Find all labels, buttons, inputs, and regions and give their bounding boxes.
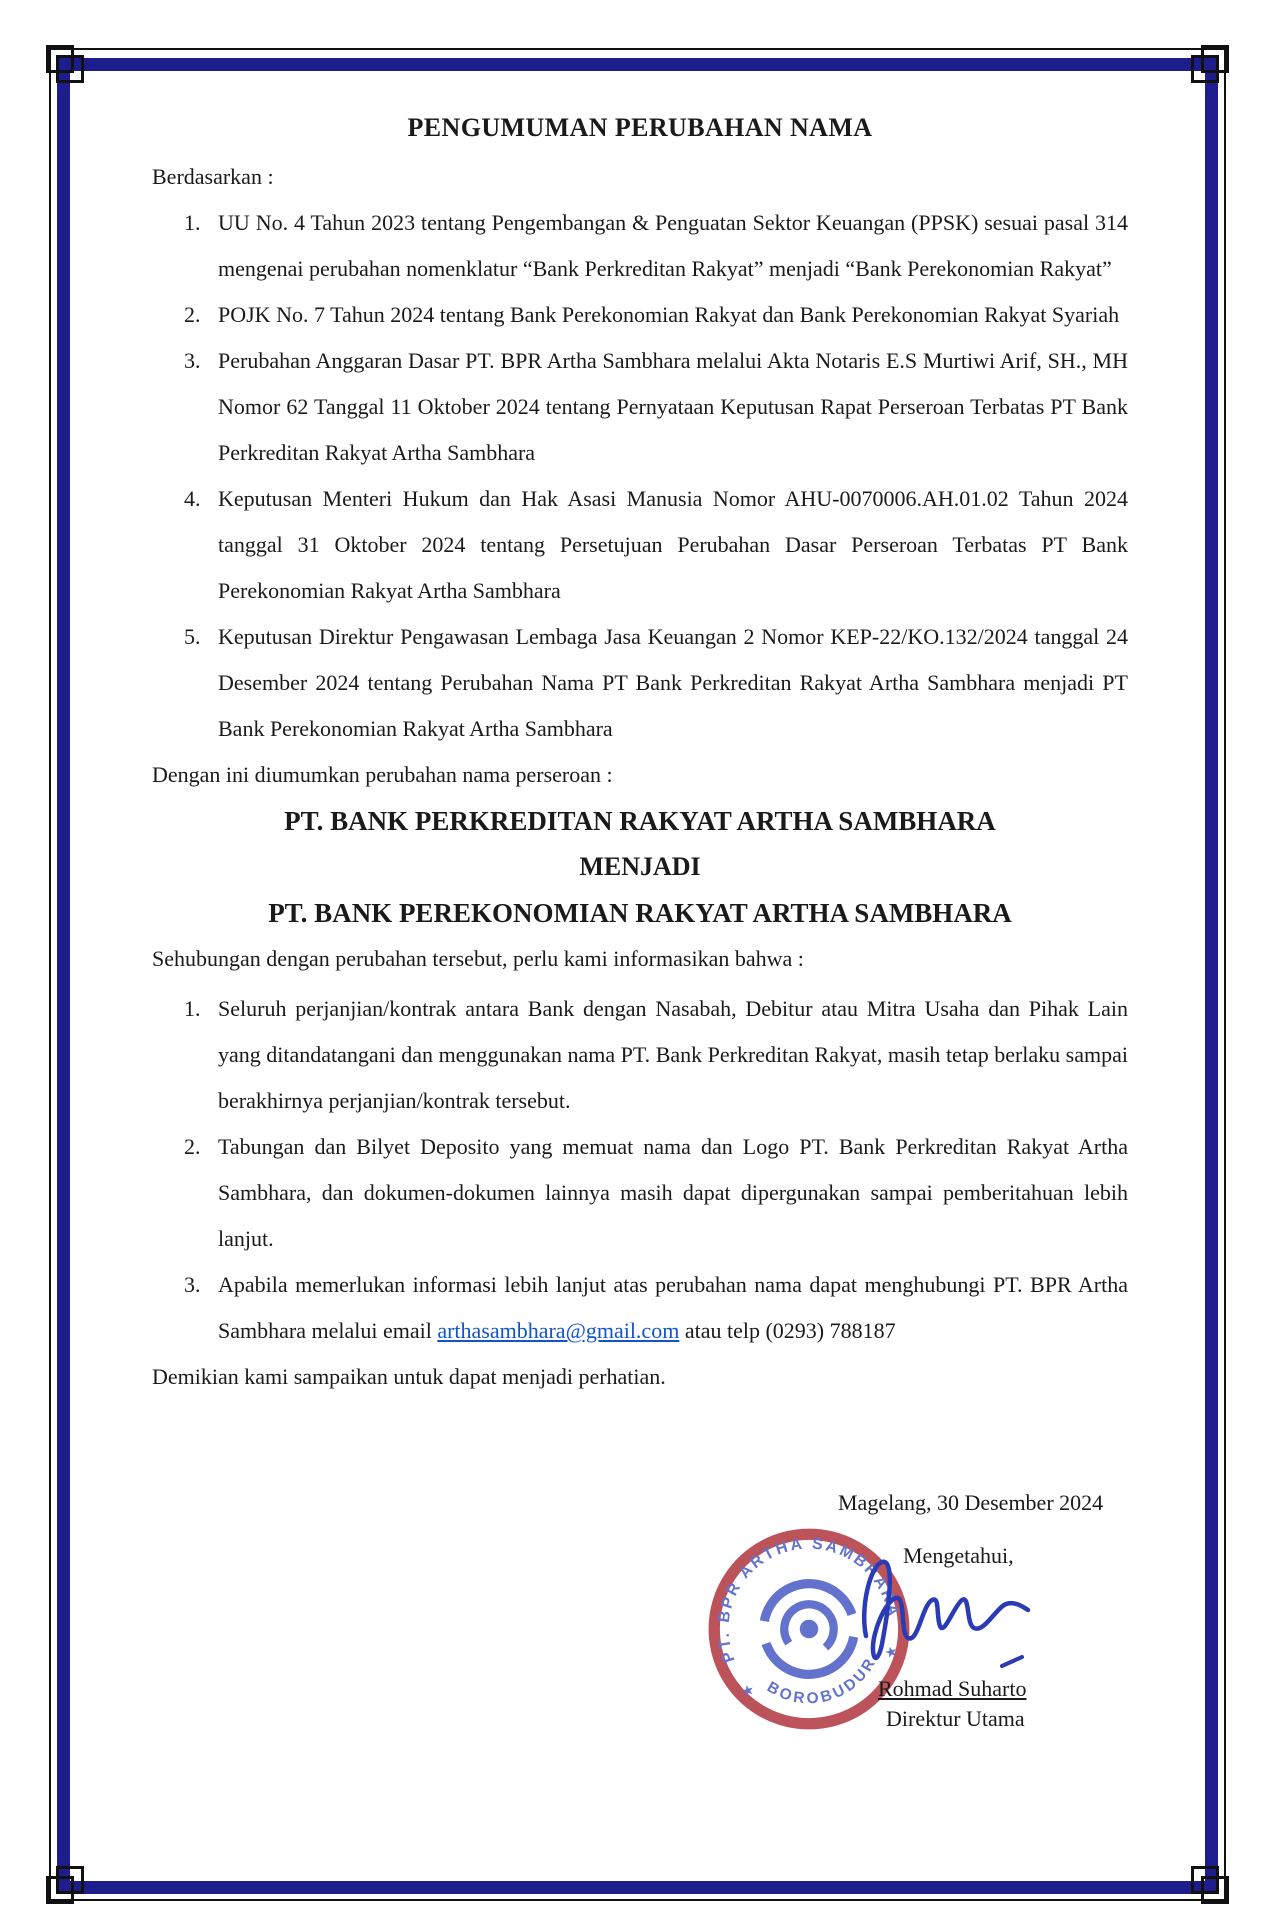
document-body: [152, 0, 1128, 1400]
list-item-text: Keputusan Menteri Hukum dan Hak Asasi Manusia Nomor AHU-0070006.AH.01.02 Tahun 2024 tanggal 31 Oktober 2024 tentang Persetujuan Perubahan Dasar Perseroan Terbatas PT Bank Perekonomian Rakyat Artha Sambhara: [218, 486, 1128, 603]
list-item: [152, 200, 1128, 292]
list-item-text: POJK No. 7 Tahun 2024 tentang Bank Perekonomian Rakyat dan Bank Perekonomian Rakyat Syariah: [218, 302, 1120, 327]
stamp-top-text: PT. BPR ARTHA SAMBHARA: [715, 1535, 902, 1665]
list-marker: 5.: [184, 624, 201, 649]
list-item-text: Tabungan dan Bilyet Deposito yang memuat nama dan Logo PT. Bank Perkreditan Rakyat Artha Sambhara, dan dokumen-dokumen lainnya masih dapat dipergunakan sampai pemberitahuan lebih lanjut.: [218, 1134, 1128, 1251]
basis-label: Berdasarkan :: [152, 164, 274, 189]
list-item-text: UU No. 4 Tahun 2023 tentang Pengembangan & Penguatan Sektor Keuangan (PPSK) sesuai pasal 314 mengenai perubahan nomenklatur “Bank Perkreditan Rakyat” menjadi “Bank Perekonomian Rakyat”: [218, 210, 1128, 281]
list-item-text: Perubahan Anggaran Dasar PT. BPR Artha Sambhara melalui Akta Notaris E.S Murtiwi Arif, SH., MH Nomor 62 Tanggal 11 Oktober 2024 tentang Pernyataan Keputusan Rapat Perseroan Terbatas PT Bank Perkreditan Rakyat Artha Sambhara: [218, 348, 1128, 465]
list-item: [152, 292, 1128, 338]
list-item-text: Seluruh perjanjian/kontrak antara Bank dengan Nasabah, Debitur atau Mitra Usaha dan Pihak Lain yang ditandatangani dan menggunakan nama PT. Bank Perkreditan Rakyat, masih tetap berlaku sampai berakhirnya perjanjian/kontrak tersebut.: [218, 996, 1128, 1113]
border-corner-ornament: [1201, 45, 1229, 73]
list-marker: 3.: [184, 348, 201, 373]
border-corner-ornament: [46, 1876, 74, 1904]
signatory-title: Direktur Utama: [886, 1706, 1025, 1731]
border-corner-ornament: [46, 45, 74, 73]
border-corner-ornament: [1191, 1866, 1219, 1894]
border-corner-ornament: [56, 1866, 84, 1894]
signature-scribble: [852, 1548, 1052, 1678]
place-date: Magelang, 30 Desember 2024: [838, 1490, 1104, 1515]
signatory-name: Rohmad Suharto: [878, 1676, 1027, 1701]
info-list: [152, 986, 1128, 1354]
stamp-bottom-text: BOROBUDUR: [764, 1653, 881, 1708]
list-marker: 4.: [184, 486, 201, 511]
list-marker: 1.: [184, 996, 201, 1021]
stamp-star-left-icon: ★: [739, 1681, 757, 1701]
list-marker: 2.: [184, 1134, 201, 1159]
stamp-star-right-icon: ★: [883, 1643, 900, 1663]
announcement-line: Dengan ini diumumkan perubahan nama perseroan :: [152, 762, 613, 787]
list-item: [152, 614, 1128, 752]
info-line: Sehubungan dengan perubahan tersebut, perlu kami informasikan bahwa :: [152, 946, 804, 971]
list-item-text: [218, 1262, 1128, 1354]
border-corner-ornament: [1201, 1876, 1229, 1904]
list-marker: 3.: [184, 1272, 201, 1297]
menjadi-label: MENJADI: [579, 852, 701, 881]
list-marker: 2.: [184, 302, 201, 327]
list-item-text: Keputusan Direktur Pengawasan Lembaga Jasa Keuangan 2 Nomor KEP-22/KO.132/2024 tanggal 24 Desember 2024 tentang Perubahan Nama PT Bank Perkreditan Rakyat Artha Sambhara menjadi PT Bank Perekonomian Rakyat Artha Sambhara: [218, 624, 1128, 741]
old-company-name: PT. BANK PERKREDITAN RAKYAT ARTHA SAMBHARA: [284, 806, 996, 836]
basis-list: [152, 200, 1128, 752]
list-item: [152, 1124, 1128, 1262]
email-link[interactable]: arthasambhara@gmail.com: [437, 1318, 680, 1343]
border-corner-ornament: [56, 55, 84, 83]
acknowledge-label: Mengetahui,: [903, 1543, 1014, 1568]
list-item: [152, 986, 1128, 1124]
contact-text-after: atau telp (0293) 788187: [679, 1318, 896, 1343]
list-item: [152, 338, 1128, 476]
border-corner-ornament: [1191, 55, 1219, 83]
page-title: PENGUMUMAN PERUBAHAN NAMA: [407, 113, 873, 142]
list-item: [152, 476, 1128, 614]
closing-line: Demikian kami sampaikan untuk dapat menjadi perhatian.: [152, 1364, 666, 1389]
list-item: [152, 1262, 1128, 1354]
new-company-name: PT. BANK PEREKONOMIAN RAKYAT ARTHA SAMBHARA: [268, 898, 1012, 928]
contact-text-before: Apabila memerlukan informasi lebih lanjut atas perubahan nama dapat menghubungi PT. BPR Artha Sambhara melalui email: [218, 1272, 1128, 1343]
list-marker: 1.: [184, 210, 201, 235]
